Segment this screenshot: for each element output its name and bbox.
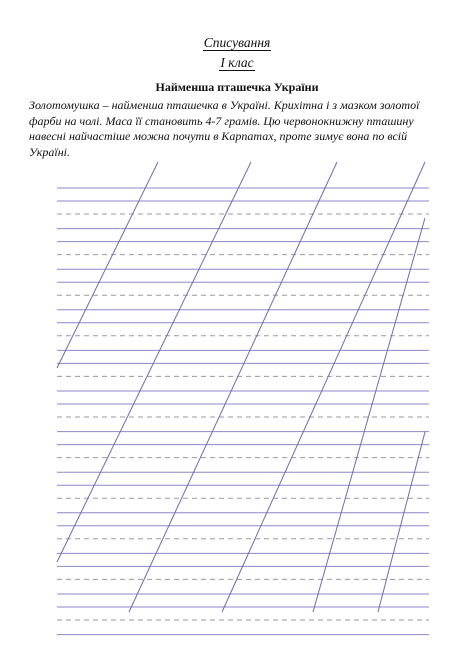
text-line: навесні найчастіше можна почути в Карпатах, проте зимує вона по всій [29,129,408,143]
slant-guide-line [57,162,251,562]
slant-guide-line [129,162,337,612]
worksheet-label: Списування [203,35,271,50]
slant-guide-line [222,162,425,612]
slant-guide-line [57,162,158,368]
text-line: Золотомушка – найменша пташечка в Україні. Крихітна і з мазком золотої [29,98,420,112]
slant-guide-line [378,432,425,612]
grade-label: І клас [220,55,254,70]
text-line: Україні. [29,144,71,159]
text-line: фарби на чолі. Маса її становить 4-7 грамів. Цю червонокнижну пташину [29,113,414,128]
exercise-title: Найменша пташечка України [155,80,319,94]
